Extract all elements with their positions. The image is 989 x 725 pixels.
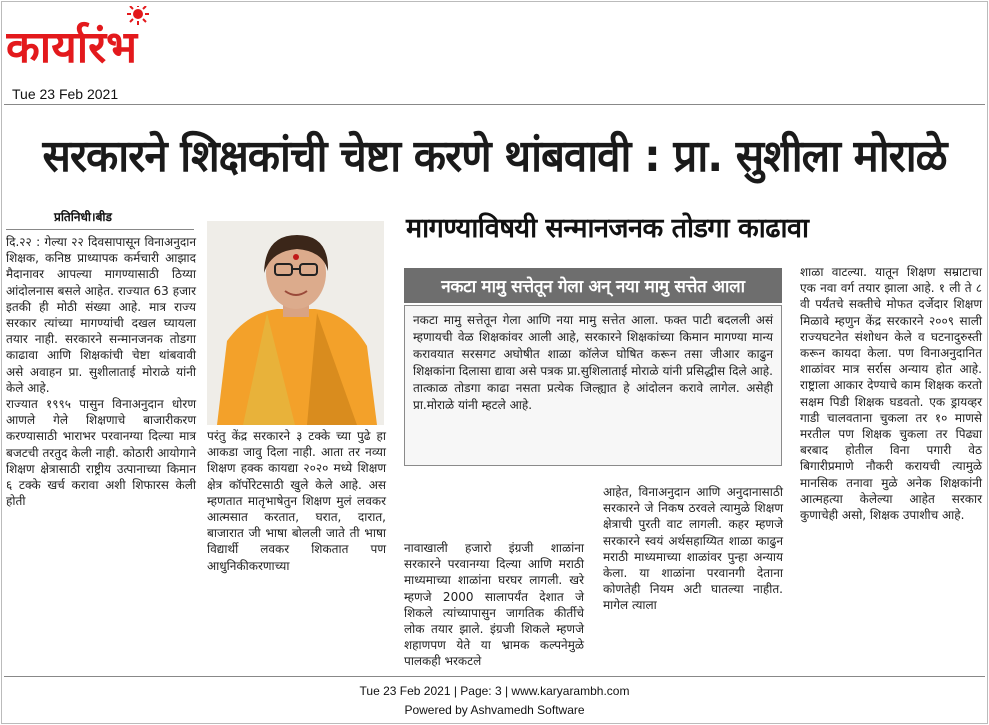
byline: प्रतिनिधी।बीड — [6, 208, 194, 230]
article-column-1 — [6, 234, 196, 509]
column-paragraph: राज्यात १९९५ पासुन विनाअनुदान धोरण आणले गेले शिक्षणाचे बाजारीकरण करण्यासाठी भाराभर परवानग्या दिल्या मात्र बजटची तरतुद केली नाही. कोठारी आयोगाने शिक्षण क्षेत्रासाठी राष्ट्रीय उत्पानाच्या किमान ६ टक्के खर्च करावा अशी शिफारस केली होती — [6, 397, 196, 509]
article-column-3 — [404, 540, 584, 670]
sun-icon — [127, 6, 149, 25]
sidebar-box-heading: नकटा मामु सत्तेतून गेला अन् नया मामु सत्तेत आला — [404, 268, 782, 303]
footer-divider — [4, 676, 985, 677]
column-paragraph: परंतु केंद्र सरकारने ३ टक्के च्या पुढे हा आकडा जावु दिला नाही. आता तर नव्या शिक्षण हक्क कायद्या २०२० मध्ये शिक्षण क्षेत्र कॉर्पोरेटसाठी खुले केले आहे. अस म्हणतात मातृभाषेतुन शिक्षण मुलं लवकर आत्मसात करतात, घरात, दारात, बाजारात जी भाषा बोलली जाते ती भाषा विद्यार्थी लवकर शिकतात पण आधुनिकीकरणाच्या — [207, 429, 386, 573]
masthead-logo-text: कार्यारंभ — [6, 22, 138, 73]
header-divider — [4, 104, 985, 105]
sidebar-box-body: नकटा मामु सत्तेतून गेला आणि नया मामु सत्तेत आला. फक्त पाटी बदलली असं म्हणायची वेळ शिक्षकांवर आली आहे, सरकारने शिक्षकांच्या किमान मागण्या मान्य करावयात सरसगट अघोषीत शाळा कॉलेज घोषित करून तसा जीआर काढुन शिक्षकांना दिलासा द्यावा असे पत्रक प्रा.सुशिलाताई मोराळे यांनी प्रसिद्धीस दिले आहे. तात्काळ तोडगा काढा नसता प्रत्येक जिल्ह्यात हे आंदोलन करावे लागेल. असेही प्रा.मोराळे यांनी म्हटले आहे. — [404, 305, 782, 466]
portrait-image — [207, 221, 384, 425]
column-paragraph: दि.२२ : गेल्या २२ दिवसापासून विनाअनुदान शिक्षक, कनिष्ठ प्राध्यापक कर्मचारी आझाद मैदानावर आपल्या मागण्यासाठी ठिय्या आंदोलनास बसले आहेत. राज्यात 63 हजार इतकी ही मोठी संख्या आहे. मात्र राज्य सरकार त्यांच्या मागण्यांची दखल घ्यायला तयार नाही. सरकारने सन्मानजनक तोडगा काढावा आणि शिक्षकांची चेष्टा थांबवावी असे अवाहन प्रा. सुशीलाताई मोराळे यांनी केले आहे. — [6, 235, 196, 395]
article-column-4 — [603, 484, 783, 614]
article-column-2 — [207, 428, 386, 574]
article-subheadline: मागण्याविषयी सन्मानजनक तोडगा काढावा — [406, 213, 809, 244]
issue-date: Tue 23 Feb 2021 — [12, 86, 119, 102]
column-paragraph: आहेत, विनाअनुदान आणि अनुदानासाठी सरकारने जे निकष ठरवले त्यामुळे शिक्षण क्षेत्राची पुरती वाट लागली. कहर म्हणजे सरकारने स्वयं अर्थसहाय्यित शाळा काढुन मराठी माध्यमाच्या शाळांवर पुन्हा अन्याय केला. या शाळांना परवानगी देताना कोणतेही नियम अटी घातल्या नाहीत. मागेल त्याला — [603, 485, 783, 613]
footer-powered-by: Powered by Ashvamedh Software — [404, 703, 585, 717]
article-headline: सरकारने शिक्षकांची चेष्टा करणे थांबवावी : प्रा. सुशीला मोराळे — [42, 129, 947, 182]
author-photo — [207, 221, 384, 425]
masthead-logo-graphic — [6, 6, 206, 78]
footer-page-info[interactable]: Tue 23 Feb 2021 | Page: 3 | www.karyarambh.com — [359, 684, 630, 698]
masthead-logo[interactable] — [6, 6, 206, 73]
column-paragraph: शाळा वाटल्या. यातून शिक्षण सम्राटाचा एक नवा वर्ग तयार झाला आहे. १ ली ते ८ वी पर्यंतचे सक्तीचे मोफत दर्जेदार शिक्षण मिळावे म्हणुन केंद्र सरकारने २००९ साली राज्यघटनेत संशोधन केले व घटनादुरुस्ती करून कायदा केला. पण विनाअनुदानित शाळांवर मात्र सर्रास अन्याय होत आहे. राष्ट्राला आकार देण्याचे काम शिक्षक करतो सक्षम पिडी शिक्षक घडवतो. एक ड्रायव्हर गाडी चालवताना चुकला तर १० माणसे मरतील पण शिक्षक चुकला तर पिढ्या बरबाद होतील विना पगारी वेठ बिगारीप्रमाणे नौकरी करायची त्यामुळे मानसिक तनावा मुळे अनेक शिक्षकांनी आत्महत्या केलेल्या आहेत सरकार कुणाचेही असो, शिक्षक उपाशीच आहे. — [800, 265, 982, 523]
article-column-5 — [800, 264, 982, 523]
column-paragraph: नावाखाली हजारो इंग्रजी शाळांना सरकारने परवानग्या दिल्या आणि मराठी माध्यमाच्या शाळांना घरघर लागली. खरे म्हणजे 2000 सालापर्यंत देशात जे शिकले त्यांच्यापासुन जागतिक कीर्तीचे लोक तयार झाले. इंग्रजी शिकले म्हणजे शहाणपण येते या भ्रामक कल्पनेमुळे पालकही भरकटले — [404, 541, 584, 669]
